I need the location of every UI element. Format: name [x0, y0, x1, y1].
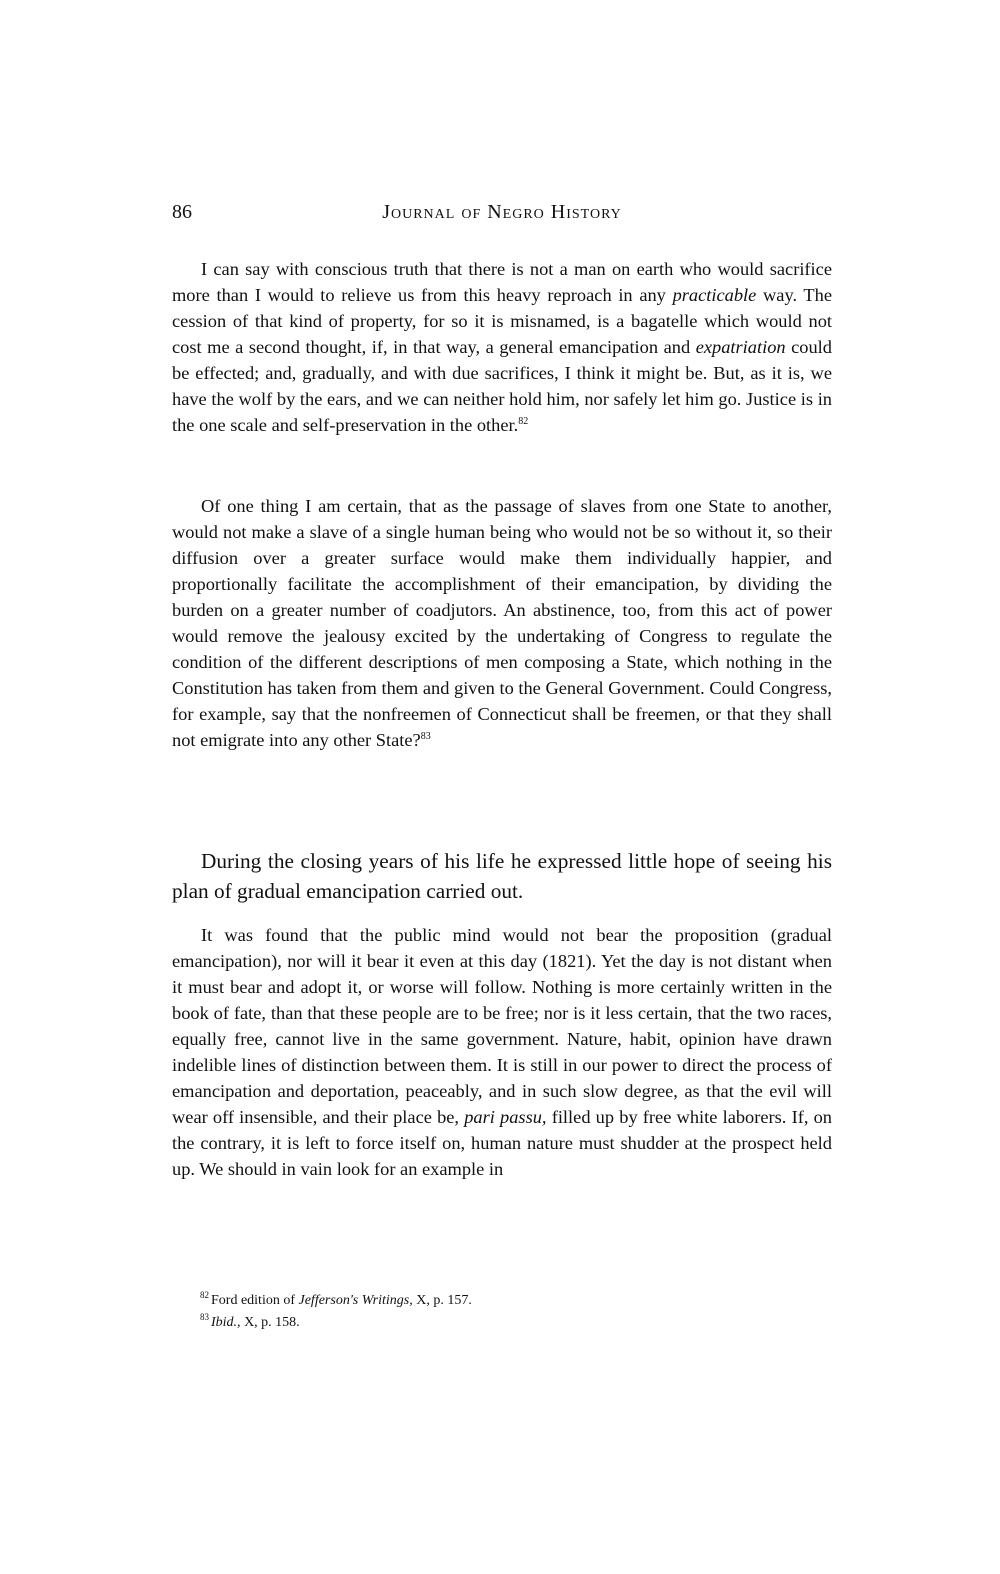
footnote-83	[200, 1312, 830, 1334]
extract-3-emphasis-pari-passu: pari passu,	[464, 1107, 547, 1127]
footnote-82	[200, 1290, 830, 1312]
footnotes	[200, 1290, 830, 1334]
extract-2-text: Of one thing I am certain, that as the passage of slaves from one State to another, would not make a slave of a single human being who would not be so without it, so their diffusion over a greater surface would make them individually happier, and proportionally facilitate the accomplishment of their emancipation, by dividing the burden on a greater number of coadjutors. An abstinence, too, from this act of power would remove the jealousy excited by the undertaking of Congress to regulate the condition of the different descriptions of men composing a State, which nothing in the Constitution has taken from them and given to the General Government. Could Congress, for example, say that the nonfreemen of Connecticut shall be freemen, or that they shall not emigrate into any other State?	[172, 496, 832, 750]
quoted-extract-2	[172, 493, 832, 753]
footnote-title: Jefferson's Writings,	[298, 1293, 413, 1308]
extract-3-text-a: It was found that the public mind would not bear the proposition (gradual emancipation), nor will it bear it even at this day (1821). Yet the day is not distant when it must bear and adopt it, or worse will follow. Nothing is more certainly written in the book of fate, than that these people are to be free; nor is it less certain, that the two races, equally free, cannot live in the same government. Nature, habit, opinion have drawn indelible lines of distinction between them. It is still in our power to direct the process of emancipation and deportation, peaceably, and in such slow degree, as that the evil will wear off insensible, and their place be,	[172, 925, 832, 1127]
page-header	[172, 201, 832, 233]
quoted-extract-1	[172, 256, 832, 438]
footnote-mark: 83	[200, 1312, 209, 1323]
extract-1-text-b: way. The cession of that kind of property, for so it is misnamed, is a bagatelle which would not cost me a second thought, if, in that way, a general emancipation and	[172, 285, 832, 357]
extract-1-emphasis-expatriation: expatriation	[695, 337, 786, 357]
extract-1-text-a: I can say with conscious truth that there is not a man on earth who would sacrifice more than I would to relieve us from this heavy reproach in any	[172, 259, 832, 305]
footnote-citation: X, p. 158.	[240, 1315, 300, 1330]
footnote-ref-82: 82	[518, 415, 529, 427]
extract-1-emphasis-practicable: practicable	[672, 285, 757, 305]
page-number: 86	[172, 201, 192, 223]
quoted-extract-3	[172, 922, 832, 1182]
extract-3-text-b: filled up by free white laborers. If, on the contrary, it is left to force itself on, human nature must shudder at the prospect held up. We should in vain look for an example in	[172, 1107, 832, 1179]
running-title: Journal of Negro History	[382, 201, 622, 223]
footnote-citation: X, p. 157.	[412, 1293, 472, 1308]
footnote-mark: 82	[200, 1290, 209, 1301]
narrative-paragraph: During the closing years of his life he expressed little hope of seeing his plan of gradual emancipation carried out.	[172, 849, 832, 903]
extract-1-text-c: could be effected; and, gradually, and with due sacrifices, I think it might be. But, as it is, we have the wolf by the ears, and we can neither hold him, nor safely let him go. Justice is in the one scale and self-preservation in the other.	[172, 337, 832, 435]
footnote-ref-83: 83	[420, 730, 431, 742]
footnote-title: Ibid.,	[211, 1315, 241, 1330]
footnote-text: Ford edition of	[211, 1293, 299, 1308]
